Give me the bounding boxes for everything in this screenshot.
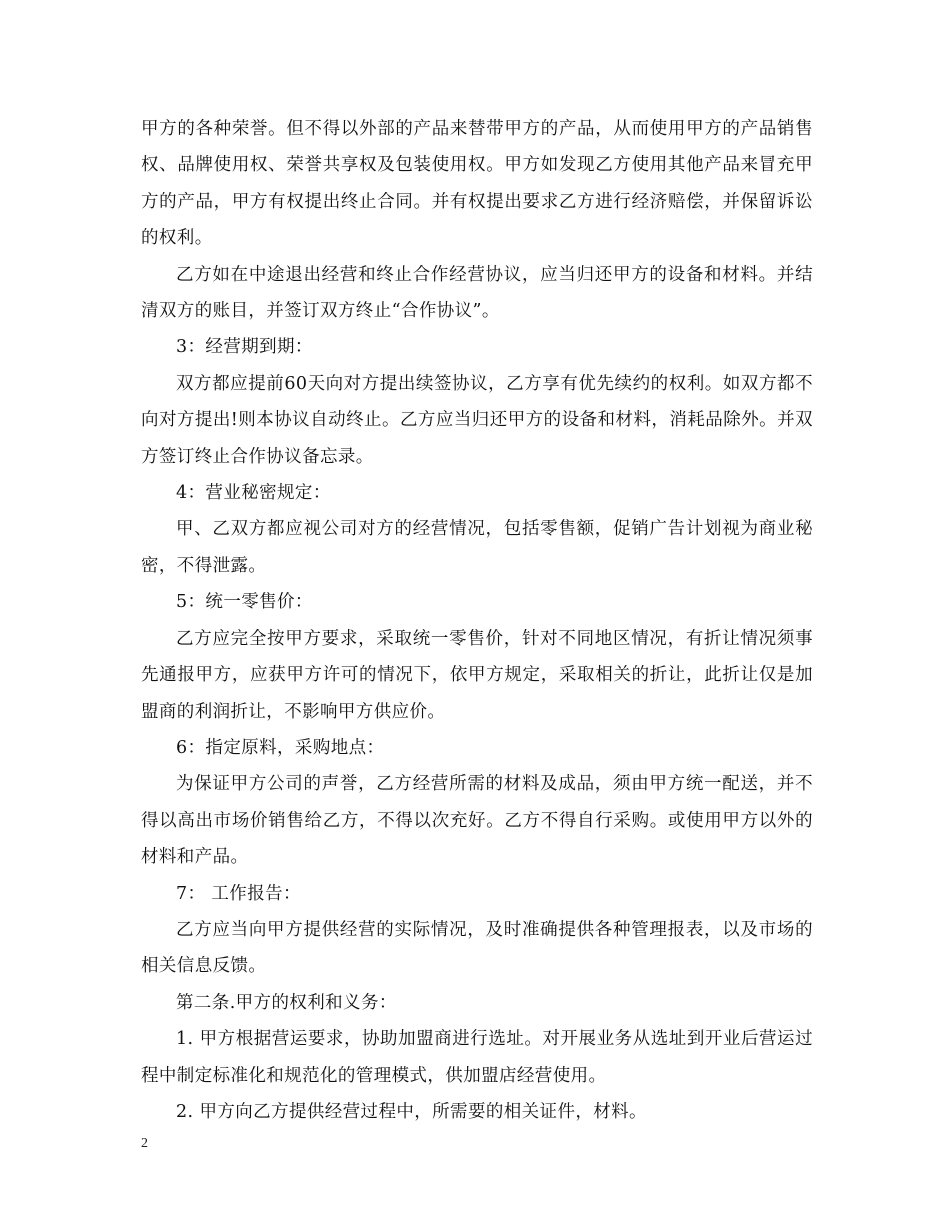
paragraph-continued-honors: 甲方的各种荣誉。但不得以外部的产品来替带甲方的产品，从而使用甲方的产品销售权、品牌使用权、荣誉共享权及包装使用权。甲方如发现乙方使用其他产品来冒充甲方的产品，甲方有权提出终止合同。并有权提出要求乙方进行经济赔偿，并保留诉讼的权利。: [141, 119, 813, 249]
paragraph-early-exit: 乙方如在中途退出经营和终止合作经营协议，应当归还甲方的设备和材料。并结清双方的账目，并签订双方终止“合作协议”。: [141, 264, 813, 322]
document-body: [141, 111, 813, 1130]
paragraph-reporting: 乙方应当向甲方提供经营的实际情况，及时准确提供各种管理报表，以及市场的相关信息反馈。: [141, 919, 813, 977]
paragraph-documents: 2. 甲方向乙方提供经营过程中，所需要的相关证件，材料。: [176, 1101, 647, 1122]
paragraph-materials: 为保证甲方公司的声誉，乙方经营所需的材料及成品，须由甲方统一配送，并不得以高出市场价销售给乙方，不得以次充好。乙方不得自行采购。或使用甲方以外的材料和产品。: [141, 774, 813, 868]
heading-term-expiry: 3：经营期到期：: [176, 337, 313, 358]
heading-unified-retail-price: 5：统一零售价：: [176, 592, 313, 613]
paragraph-site-selection: 1. 甲方根据营运要求，协助加盟商进行选址。对开展业务从选址到开业后营运过程中制定标准化和规范化的管理模式，供加盟店经营使用。: [141, 1029, 813, 1086]
paragraph-renewal: 双方都应提前60天向对方提出续签协议，乙方享有优先续约的权利。如双方都不向对方提出!则本协议自动终止。乙方应当归还甲方的设备和材料，消耗品除外。并双方签订终止合作协议备忘录。: [141, 373, 813, 467]
heading-work-report: 7： 工作报告：: [176, 883, 301, 904]
heading-article-two: 第二条.甲方的权利和义务：: [176, 992, 397, 1013]
paragraph-pricing: 乙方应完全按甲方要求，采取统一零售价，针对不同地区情况，有折让情况须事先通报甲方，应获甲方许可的情况下，依甲方规定，采取相关的折让，此折让仅是加盟商的利润折让，不影响甲方供应价。: [141, 628, 813, 722]
paragraph-confidentiality: 甲、乙双方都应视公司对方的经营情况，包括零售额，促销广告计划视为商业秘密，不得泄露。: [141, 519, 813, 576]
page-number: 2: [141, 1136, 148, 1151]
heading-business-secrets: 4：营业秘密规定：: [176, 483, 331, 504]
heading-designated-materials: 6：指定原料，采购地点：: [176, 737, 385, 758]
